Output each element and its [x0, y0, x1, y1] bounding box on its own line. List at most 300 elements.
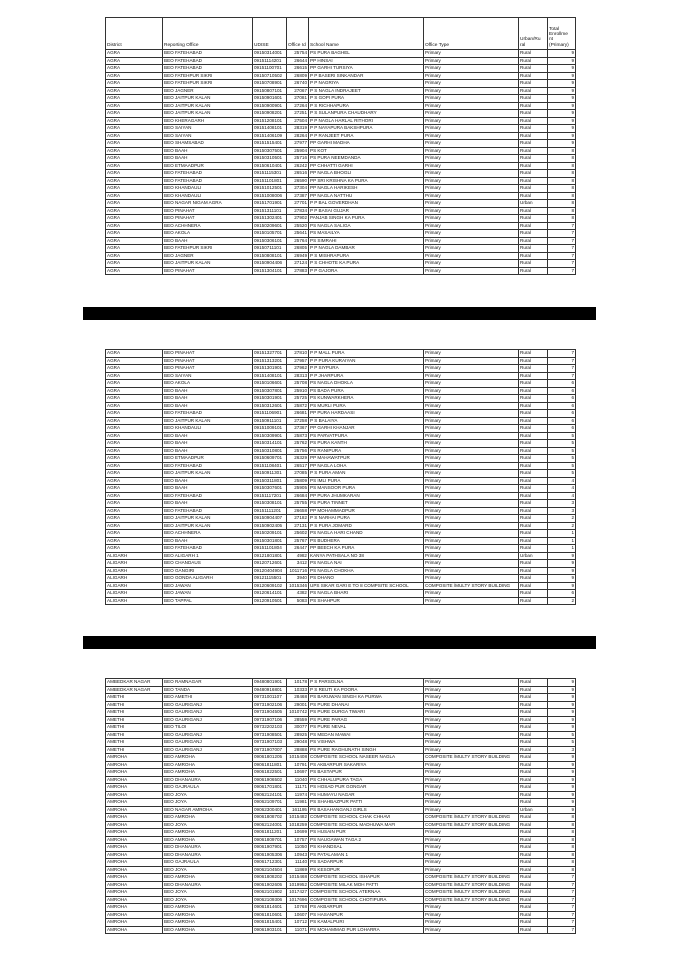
cell-reporting-office: BEO BAAH — [163, 500, 253, 508]
cell-school-name: PP GARHI KHANJAR — [309, 425, 424, 433]
cell-office-type: COMPOSITE /MULTY STORY BUILDING — [424, 821, 519, 829]
table-row — [106, 530, 576, 538]
cell-office-type: Primary — [424, 567, 519, 575]
table-row — [106, 140, 576, 148]
cell-school-name: PS NAGLA BHARI — [309, 590, 424, 598]
cell-reporting-office: BEO CHANDAUS — [163, 560, 253, 568]
table-row — [106, 821, 576, 829]
cell-office-type: Primary — [424, 806, 519, 814]
cell-school-name: P P JHARPURA — [309, 372, 424, 380]
cell-urban-rural: Rural — [519, 410, 548, 418]
cell-total-enrollment: 7 — [548, 350, 576, 358]
cell-office-id: 26805 — [287, 245, 309, 253]
cell-office-id: 10791 — [287, 761, 309, 769]
table-row — [106, 455, 576, 463]
table-row — [106, 207, 576, 215]
cell-office-type: Primary — [424, 50, 519, 58]
cell-district: AGRA — [106, 147, 163, 155]
table-row — [106, 575, 576, 583]
cell-office-id: 161195 — [287, 806, 309, 814]
cell-district: AMROHA — [106, 814, 163, 822]
cell-reporting-office: BEO PINAHAT — [163, 350, 253, 358]
cell-reporting-office: BEO ACHHNERA — [163, 530, 253, 538]
cell-reporting-office: BEO DHANAURA — [163, 776, 253, 784]
cell-total-enrollment: 1 — [548, 537, 576, 545]
cell-urban-rural: Rural — [519, 709, 548, 717]
table-row — [106, 252, 576, 260]
cell-urban-rural: Rural — [519, 462, 548, 470]
cell-reporting-office: BEO FATEHABAD — [163, 50, 253, 58]
cell-office-id: 25764 — [287, 237, 309, 245]
cell-school-name: PS MANSOOR PURA — [309, 485, 424, 493]
cell-district: AMETHI — [106, 716, 163, 724]
cell-reporting-office: BEO TAPPAL — [163, 597, 253, 605]
cell-urban-rural: Rural — [519, 387, 548, 395]
cell-office-id: 1015482 — [287, 814, 309, 822]
cell-urban-rural: Rural — [519, 821, 548, 829]
cell-office-id: 27504 — [287, 117, 309, 125]
cell-total-enrollment: 8 — [548, 170, 576, 178]
cell-reporting-office: BEO FATEHABAD — [163, 492, 253, 500]
cell-district: AGRA — [106, 440, 163, 448]
cell-reporting-office: BEO SAIYAN — [163, 132, 253, 140]
cell-school-name: P P NAGLA DAMBAR — [309, 245, 424, 253]
cell-urban-rural: Rural — [519, 694, 548, 702]
cell-district: AMROHA — [106, 889, 163, 897]
cell-total-enrollment: 9 — [548, 582, 576, 590]
table-row — [106, 485, 576, 493]
cell-school-name: PS PURA BAGHEL — [309, 50, 424, 58]
cell-office-type: Primary — [424, 515, 519, 523]
cell-reporting-office: BEO AMROHA — [163, 761, 253, 769]
cell-reporting-office: BEO JOYA — [163, 889, 253, 897]
cell-office-type: Primary — [424, 470, 519, 478]
cell-total-enrollment: 5 — [548, 447, 576, 455]
cell-urban-rural: Rural — [519, 769, 548, 777]
cell-office-type: Primary — [424, 919, 519, 927]
cell-udise: 09061809701 — [253, 836, 287, 844]
table-block-1 — [105, 17, 575, 275]
cell-total-enrollment: 3 — [548, 507, 576, 515]
table-row — [106, 731, 576, 739]
cell-urban-rural: Rural — [519, 57, 548, 65]
cell-office-type: Primary — [424, 851, 519, 859]
cell-urban-rural: Rural — [519, 537, 548, 545]
cell-total-enrollment: 2 — [548, 522, 576, 530]
cell-school-name: PS NAGLA CHOKHA — [309, 567, 424, 575]
cell-total-enrollment: 6 — [548, 410, 576, 418]
cell-school-name: P S CHHOTE KA PURA — [309, 260, 424, 268]
cell-office-type: Primary — [424, 207, 519, 215]
cell-office-type: Primary — [424, 716, 519, 724]
cell-school-name: P S REUTI KA POORA — [309, 686, 424, 694]
cell-school-name: PP GARHI MADHA — [309, 140, 424, 148]
cell-urban-rural: Rural — [519, 372, 548, 380]
cell-urban-rural: Rural — [519, 222, 548, 230]
cell-udise: 09150609701 — [253, 455, 287, 463]
table-row — [106, 440, 576, 448]
cell-district: AGRA — [106, 57, 163, 65]
cell-office-type: Primary — [424, 132, 519, 140]
cell-reporting-office: BEO JAITPUR KALAN — [163, 95, 253, 103]
cell-school-name: COMPOSITE SCHOOL CHAK CHHAVI — [309, 814, 424, 822]
cell-district: AGRA — [106, 477, 163, 485]
cell-school-name: PS MOHAMMAD PUR LOHARRA — [309, 926, 424, 934]
cell-school-name: COMPOSITE SCHOOL NASEER NAGLA — [309, 754, 424, 762]
cell-office-type: Primary — [424, 545, 519, 553]
cell-reporting-office: BEO AMROHA — [163, 919, 253, 927]
cell-udise: 09120614101 — [253, 590, 287, 598]
cell-school-name: PP NAGLA NATTHU — [309, 192, 424, 200]
cell-urban-rural: Rural — [519, 522, 548, 530]
cell-office-type: Primary — [424, 485, 519, 493]
cell-district: AGRA — [106, 125, 163, 133]
cell-reporting-office: BEO BAAH — [163, 402, 253, 410]
cell-reporting-office: BEO PINAHAT — [163, 207, 253, 215]
cell-office-id: 25904 — [287, 147, 309, 155]
cell-office-type: Primary — [424, 222, 519, 230]
cell-urban-rural: Rural — [519, 470, 548, 478]
table-row — [106, 387, 576, 395]
cell-office-type: Primary — [424, 776, 519, 784]
table-row — [106, 769, 576, 777]
cell-urban-rural: Rural — [519, 72, 548, 80]
cell-office-type: Primary — [424, 507, 519, 515]
cell-total-enrollment: 9 — [548, 140, 576, 148]
cell-reporting-office: BEO JAGNER — [163, 252, 253, 260]
cell-school-name: PS AKBARPUR SAKARIYA — [309, 761, 424, 769]
cell-udise: 09151304101 — [253, 267, 287, 275]
cell-school-name: P P PURA KURAIYAN — [309, 357, 424, 365]
cell-udise: 09120404904 — [253, 567, 287, 575]
cell-reporting-office: BEO JAITPUR KALAN — [163, 110, 253, 118]
cell-urban-rural: Rural — [519, 859, 548, 867]
cell-udise: 09062124001 — [253, 821, 287, 829]
cell-office-type: Primary — [424, 192, 519, 200]
cell-office-id: 27977 — [287, 140, 309, 148]
cell-urban-rural: Urban — [519, 552, 548, 560]
cell-udise: 09732202103 — [253, 724, 287, 732]
cell-office-id: 25910 — [287, 387, 309, 395]
cell-school-name: PS BUDHERA — [309, 537, 424, 545]
cell-udise: 09731904505 — [253, 709, 287, 717]
cell-urban-rural: Rural — [519, 125, 548, 133]
table-block-2 — [105, 349, 575, 605]
cell-office-type: Primary — [424, 357, 519, 365]
cell-reporting-office: BEO FATEHABAD — [163, 177, 253, 185]
table-row — [106, 230, 576, 238]
cell-urban-rural: Rural — [519, 545, 548, 553]
cell-office-id: 25725 — [287, 395, 309, 403]
cell-office-id: 3412 — [287, 560, 309, 568]
cell-district: AMROHA — [106, 866, 163, 874]
cell-reporting-office: BEO BAAH — [163, 237, 253, 245]
cell-reporting-office: BEO NAGAR NIGAM AGRA — [163, 200, 253, 208]
table-row — [106, 380, 576, 388]
cell-district: AGRA — [106, 140, 163, 148]
cell-office-id: 27701 — [287, 200, 309, 208]
cell-office-id: 1015468 — [287, 874, 309, 882]
table-block-3 — [105, 678, 575, 934]
cell-district: AGRA — [106, 357, 163, 365]
cell-school-name: PS SADARPUR — [309, 859, 424, 867]
cell-reporting-office: BEO AKOLA — [163, 380, 253, 388]
cell-district: AGRA — [106, 380, 163, 388]
header-total-enrollment — [548, 18, 576, 50]
table-row — [106, 844, 576, 852]
cell-urban-rural: Rural — [519, 746, 548, 754]
cell-district: AMROHA — [106, 844, 163, 852]
cell-udise: 09151117201 — [253, 492, 287, 500]
cell-office-id: 10757 — [287, 836, 309, 844]
cell-total-enrollment: 9 — [548, 117, 576, 125]
cell-office-id: 30077 — [287, 724, 309, 732]
cell-school-name: PS IMLI PURA — [309, 477, 424, 485]
cell-urban-rural: Rural — [519, 155, 548, 163]
cell-udise: 09061903101 — [253, 926, 287, 934]
cell-udise: 09061905306 — [253, 851, 287, 859]
cell-office-type: Primary — [424, 590, 519, 598]
cell-total-enrollment: 4 — [548, 477, 576, 485]
cell-reporting-office: BEO BAAH — [163, 447, 253, 455]
table-row — [106, 260, 576, 268]
cell-reporting-office: BEO ALIGARH 1 — [163, 552, 253, 560]
cell-district: AGRA — [106, 222, 163, 230]
cell-reporting-office: BEO BAAH — [163, 395, 253, 403]
cell-udise: 09731908501 — [253, 731, 287, 739]
table-header-row — [106, 18, 576, 50]
table-row — [106, 350, 576, 358]
cell-school-name: PS PURE DURGA TIWARI — [309, 709, 424, 717]
cell-reporting-office: BEO BAAH — [163, 147, 253, 155]
cell-school-name: COMPOSITE MILAK MOH PATTI — [309, 881, 424, 889]
cell-total-enrollment: 8 — [548, 215, 576, 223]
cell-udise: 09151406109 — [253, 132, 287, 140]
cell-district: ALIGARH — [106, 597, 163, 605]
table-row — [106, 776, 576, 784]
cell-office-id: 25756 — [287, 447, 309, 455]
cell-district: AGRA — [106, 95, 163, 103]
cell-udise: 09150901601 — [253, 95, 287, 103]
cell-office-type: Primary — [424, 829, 519, 837]
table-row — [106, 185, 576, 193]
cell-district: AGRA — [106, 410, 163, 418]
table-row — [106, 694, 576, 702]
cell-udise: 09151101801 — [253, 177, 287, 185]
cell-reporting-office: BEO AMROHA — [163, 874, 253, 882]
cell-reporting-office: BEO PINAHAT — [163, 267, 253, 275]
cell-urban-rural: Rural — [519, 477, 548, 485]
cell-district: AMROHA — [106, 829, 163, 837]
cell-reporting-office: BEO GAJRAULA — [163, 859, 253, 867]
table-row — [106, 851, 576, 859]
table-row — [106, 806, 576, 814]
cell-office-id: 26809 — [287, 72, 309, 80]
cell-total-enrollment: 8 — [548, 162, 576, 170]
cell-school-name: PS PURE DHANAI — [309, 701, 424, 709]
cell-school-name: P P SIYPURA — [309, 365, 424, 373]
cell-urban-rural: Rural — [519, 170, 548, 178]
cell-total-enrollment: 9 — [548, 560, 576, 568]
cell-district: AGRA — [106, 230, 163, 238]
cell-total-enrollment: 7 — [548, 267, 576, 275]
cell-urban-rural: Urban — [519, 200, 548, 208]
cell-office-type: Primary — [424, 260, 519, 268]
cell-office-id: 1011716 — [287, 567, 309, 575]
cell-school-name: PS MURLI PURA — [309, 402, 424, 410]
cell-school-name: PP BEECH KA PURA — [309, 545, 424, 553]
cell-district: AGRA — [106, 155, 163, 163]
cell-total-enrollment: 5 — [548, 739, 576, 747]
cell-district: AGRA — [106, 372, 163, 380]
cell-school-name: PS PURE PARAG — [309, 716, 424, 724]
cell-urban-rural: Rural — [519, 761, 548, 769]
cell-urban-rural: Rural — [519, 904, 548, 912]
cell-district: AMBEDKAR NAGAR — [106, 679, 163, 687]
cell-office-type: Primary — [424, 926, 519, 934]
cell-udise: 09061701801 — [253, 784, 287, 792]
table-row — [106, 919, 576, 927]
cell-office-type: Primary — [424, 65, 519, 73]
table-row — [106, 132, 576, 140]
cell-udise: 09061902605 — [253, 881, 287, 889]
cell-urban-rural: Rural — [519, 530, 548, 538]
cell-district: AMETHI — [106, 709, 163, 717]
cell-office-type: Primary — [424, 432, 519, 440]
cell-office-type: Primary — [424, 679, 519, 687]
cell-reporting-office: BEO JAITPUR KALAN — [163, 260, 253, 268]
cell-urban-rural: Rural — [519, 679, 548, 687]
cell-district: AGRA — [106, 515, 163, 523]
cell-udise: 09061822501 — [253, 769, 287, 777]
cell-udise: 09151311101 — [253, 207, 287, 215]
cell-office-type: Primary — [424, 155, 519, 163]
cell-udise: 09151114201 — [253, 57, 287, 65]
cell-reporting-office: BEO AMROHA — [163, 814, 253, 822]
cell-udise: 09150106601 — [253, 380, 287, 388]
cell-office-id: 26740 — [287, 80, 309, 88]
cell-udise: 09061907901 — [253, 844, 287, 852]
table-row — [106, 432, 576, 440]
header-total-line: Total — [549, 26, 560, 32]
cell-office-id: 10712 — [287, 919, 309, 927]
cell-office-type: Primary — [424, 140, 519, 148]
cell-office-id: 26447 — [287, 545, 309, 553]
cell-udise: 09151115301 — [253, 170, 287, 178]
cell-udise: 09150711101 — [253, 245, 287, 253]
cell-udise: 09150911301 — [253, 470, 287, 478]
cell-school-name: COMPOSITE SCHOOL CHOTIPURA — [309, 896, 424, 904]
cell-total-enrollment: 7 — [548, 881, 576, 889]
cell-school-name: PS NAGLA HARI CHAND — [309, 530, 424, 538]
cell-office-id: 26242 — [287, 162, 309, 170]
cell-school-name: PS SHAHBAZPUR PATTI — [309, 799, 424, 807]
cell-udise: 09150911101 — [253, 417, 287, 425]
cell-udise: 09151408101 — [253, 125, 287, 133]
cell-reporting-office: BEO GAURIGANJ — [163, 701, 253, 709]
cell-district: AGRA — [106, 545, 163, 553]
cell-office-type: Primary — [424, 500, 519, 508]
header-total-line: Enrollme — [549, 32, 568, 38]
cell-district: ALIGARH — [106, 552, 163, 560]
cell-school-name: UPS SIKAR GARI E TO 8 COMPSITE SCHOOL — [309, 582, 424, 590]
cell-udise: 09731001107 — [253, 694, 287, 702]
cell-urban-rural: Rural — [519, 716, 548, 724]
cell-office-id: 11050 — [287, 844, 309, 852]
cell-urban-rural: Rural — [519, 896, 548, 904]
cell-reporting-office: BEO JAITPUR KALAN — [163, 522, 253, 530]
cell-office-type: Primary — [424, 724, 519, 732]
table-row — [106, 492, 576, 500]
cell-udise: 09151515401 — [253, 140, 287, 148]
cell-school-name: PS PATALAMAN 1 — [309, 851, 424, 859]
cell-school-name: P S PURA AMAN — [309, 470, 424, 478]
cell-school-name: PS BASAHANGANJ GIRLS — [309, 806, 424, 814]
table-row — [106, 679, 576, 687]
cell-udise: 09061814601 — [253, 904, 287, 912]
cell-urban-rural: Rural — [519, 432, 548, 440]
cell-reporting-office: BEO TILOI — [163, 724, 253, 732]
cell-office-type: Primary — [424, 866, 519, 874]
cell-district: ALIGARH — [106, 590, 163, 598]
table-row — [106, 829, 576, 837]
cell-reporting-office: BEO JAITPUR KALAN — [163, 515, 253, 523]
cell-reporting-office: BEO GONDA ALIGARH — [163, 575, 253, 583]
cell-total-enrollment: 1 — [548, 530, 576, 538]
cell-total-enrollment: 9 — [548, 776, 576, 784]
cell-urban-rural: Rural — [519, 455, 548, 463]
cell-urban-rural: Urban — [519, 806, 548, 814]
cell-urban-rural: Rural — [519, 560, 548, 568]
cell-udise: 09061810601 — [253, 911, 287, 919]
header-total-line: nt — [549, 37, 554, 43]
cell-school-name: P S PURA JOMARD — [309, 522, 424, 530]
cell-school-name: COMPOSITE SCHOOL ISHAPUR — [309, 874, 424, 882]
cell-reporting-office: BEO JAGNER — [163, 87, 253, 95]
cell-reporting-office: BEO JOYA — [163, 799, 253, 807]
cell-reporting-office: BEO KHANDAULI — [163, 185, 253, 193]
cell-udise: 09151408101 — [253, 372, 287, 380]
cell-district: AGRA — [106, 117, 163, 125]
cell-school-name: PS KAMALPURI — [309, 919, 424, 927]
cell-office-id: 28313 — [287, 372, 309, 380]
cell-urban-rural: Rural — [519, 260, 548, 268]
cell-school-name: PS KOT — [309, 147, 424, 155]
header-district: District — [106, 18, 163, 50]
cell-office-id: 11171 — [287, 784, 309, 792]
table-row — [106, 170, 576, 178]
table-row — [106, 102, 576, 110]
cell-udise: 09121115501 — [253, 575, 287, 583]
cell-district: AGRA — [106, 267, 163, 275]
table-row — [106, 537, 576, 545]
cell-urban-rural: Rural — [519, 926, 548, 934]
table-row — [106, 110, 576, 118]
cell-school-name: PS BASTAPUR — [309, 769, 424, 777]
cell-school-name: PS PURE NEVAL — [309, 724, 424, 732]
cell-office-id: 26684 — [287, 492, 309, 500]
cell-udise: 09480916801 — [253, 686, 287, 694]
cell-total-enrollment: 8 — [548, 844, 576, 852]
cell-total-enrollment: 8 — [548, 192, 576, 200]
cell-district: AMROHA — [106, 851, 163, 859]
cell-district: AGRA — [106, 522, 163, 530]
cell-udise: 09150710502 — [253, 72, 287, 80]
cell-total-enrollment: 3 — [548, 500, 576, 508]
cell-total-enrollment: 9 — [548, 679, 576, 687]
cell-school-name: PS AKBARPUR — [309, 904, 424, 912]
cell-school-name: COMPOSITE SCHOOL MADHUWA MAFI — [309, 821, 424, 829]
